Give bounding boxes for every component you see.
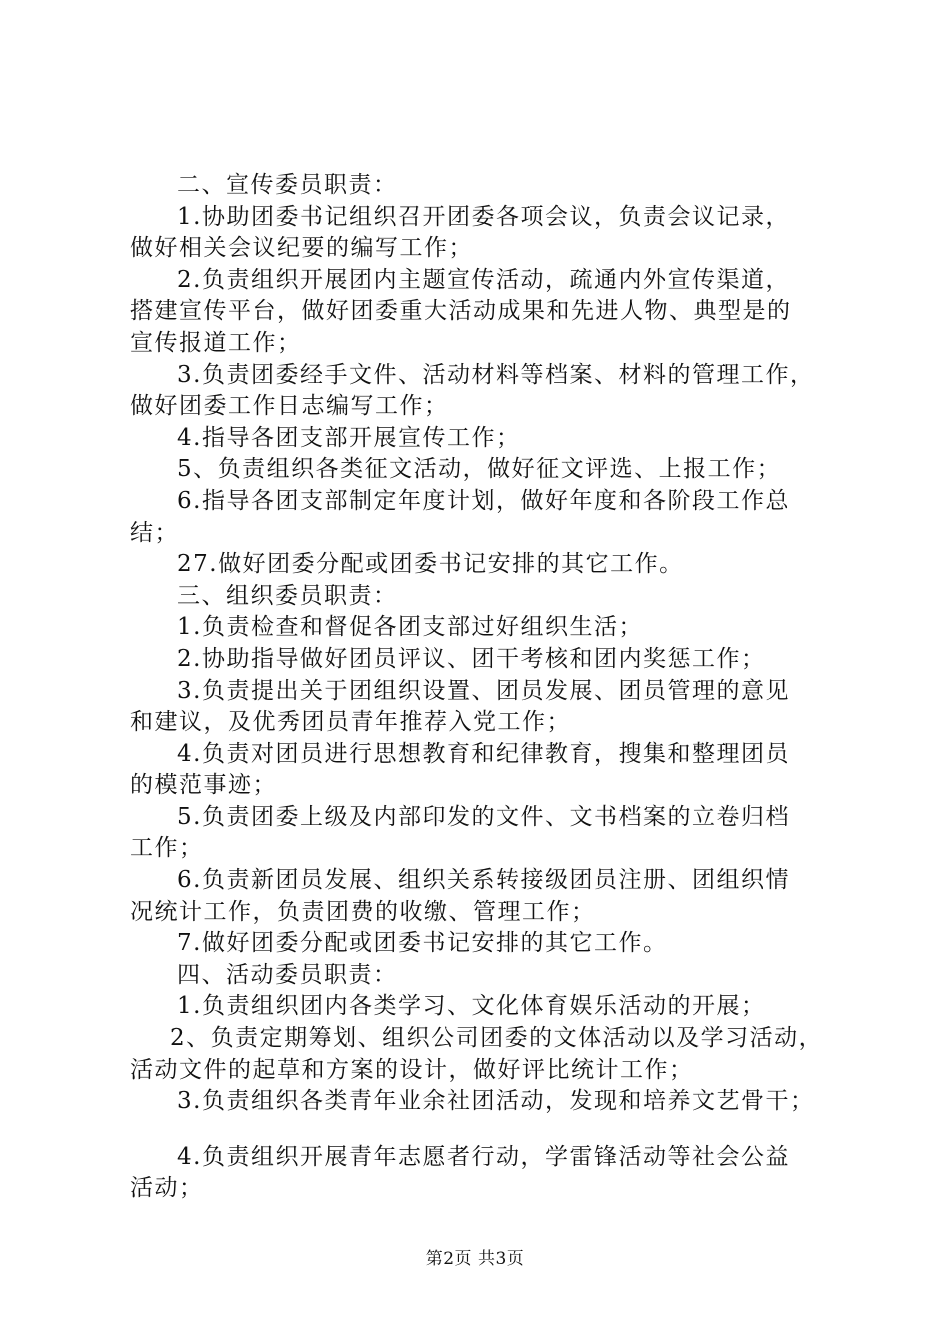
paragraph-line: 宣传报道工作； xyxy=(130,329,302,356)
paragraph-line: 搭建宣传平台，做好团委重大活动成果和先进人物、典型是的 xyxy=(130,298,792,325)
paragraph-line: 和建议，及优秀团员青年推荐入党工作； xyxy=(130,709,571,736)
paragraph-line: 况统计工作，负责团费的收缴、管理工作； xyxy=(130,898,596,925)
paragraph-line: 7.做好团委分配或团委书记安排的其它工作。 xyxy=(177,930,668,957)
paragraph-line: 1.协助团委书记组织召开团委各项会议，负责会议记录， xyxy=(177,203,790,230)
paragraph-line: 5、负责组织各类征文活动，做好征文评选、上报工作； xyxy=(177,456,782,483)
paragraph-line: 3.负责组织各类青年业余社团活动，发现和培养文艺骨干； xyxy=(177,1088,815,1115)
paragraph-line: 2.协助指导做好团员评议、团干考核和团内奖惩工作； xyxy=(177,645,766,672)
section-heading-activities: 四、活动委员职责： xyxy=(177,961,398,988)
section-heading-organization: 三、组织委员职责： xyxy=(177,582,398,609)
paragraph-line: 2.负责组织开展团内主题宣传活动，疏通内外宣传渠道， xyxy=(177,266,790,293)
paragraph-line: 27.做好团委分配或团委书记安排的其它工作。 xyxy=(177,551,684,578)
paragraph-line: 6.负责新团员发展、组织关系转接级团员注册、团组织情 xyxy=(177,867,790,894)
paragraph-line: 1.负责组织团内各类学习、文化体育娱乐活动的开展； xyxy=(177,993,766,1020)
document-body xyxy=(130,170,840,1205)
paragraph-line: 5.负责团委上级及内部印发的文件、文书档案的立卷归档 xyxy=(177,803,790,830)
paragraph-line: 4.负责组织开展青年志愿者行动，学雷锋活动等社会公益 xyxy=(177,1143,790,1170)
paragraph-line: 3.负责团委经手文件、活动材料等档案、材料的管理工作， xyxy=(177,361,815,388)
paragraph-line: 的模范事迹； xyxy=(130,772,277,799)
paragraph-line: 4.负责对团员进行思想教育和纪律教育，搜集和整理团员 xyxy=(177,740,790,767)
blank-line xyxy=(130,1118,840,1142)
paragraph-line: 活动文件的起草和方案的设计，做好评比统计工作； xyxy=(130,1056,694,1083)
section-heading-publicity: 二、宣传委员职责： xyxy=(177,172,398,198)
page-footer: 第2页 共3页 xyxy=(425,1249,525,1269)
paragraph-line: 4.指导各团支部开展宣传工作； xyxy=(177,424,521,451)
paragraph-line: 做好团委工作日志编写工作； xyxy=(130,393,449,420)
paragraph-line: 2、负责定期筹划、组织公司团委的文体活动以及学习活动， xyxy=(170,1025,824,1052)
paragraph-line: 结； xyxy=(130,519,179,546)
paragraph-line: 3.负责提出关于团组织设置、团员发展、团员管理的意见 xyxy=(177,677,790,704)
paragraph-line: 工作； xyxy=(130,835,204,862)
paragraph-line: 1.负责检查和督促各团支部过好组织生活； xyxy=(177,614,643,641)
paragraph-line: 6.指导各团支部制定年度计划，做好年度和各阶段工作总 xyxy=(177,487,790,514)
paragraph-line: 活动； xyxy=(130,1175,204,1202)
paragraph-line: 做好相关会议纪要的编写工作； xyxy=(130,235,473,262)
